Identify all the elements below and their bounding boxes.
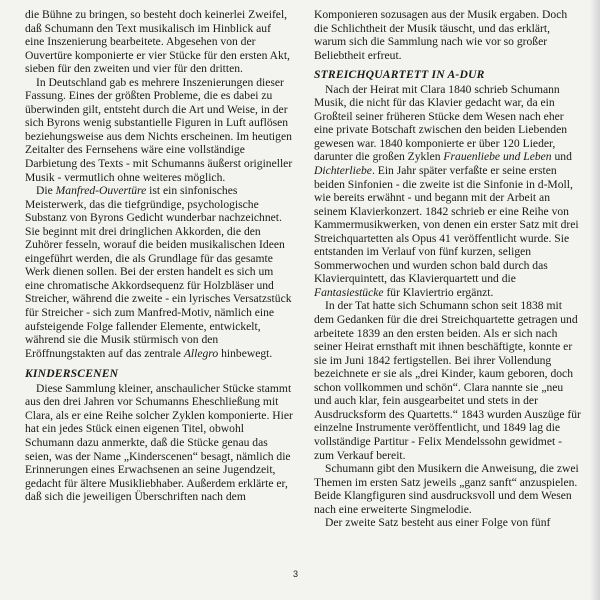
text-run: ist ein sinfonisches Meisterwerk, das die tiefgründige, psychologische Substanz von Byrons Gedicht wunderbar nachzeichnet. Sie beginnt mit drei dringlichen Akkorden, die den Zuhörer fesseln, worauf die beiden musikalischen Ideen eingeführt werden, die als Grundlage für das gesamte Werk dienen sollen. Bei der ersten handelt es sich um eine chromatische Akkordsequenz für Holzbläser und Streicher, während die zweite - ein lyrisches Versatzstück für Streicher - sich zum Manfred-Motiv, nämlich eine aufsteigende Folge fallender Elemente, entwickelt, während sie die Musik stürmisch von den Eröffnungstakten auf das zentrale <box>25 184 292 360</box>
text-run: hinbewegt. <box>218 346 273 360</box>
page-number: 3 <box>293 569 299 579</box>
paragraph: In der Tat hatte sich Schumann schon seit 1838 mit dem Gedanken für die drei Streichquartette getragen und arbeitete 1839 an den ersten beiden. Als er sich nach seiner Heirat ernsthaft mit ihnen beschäftigte, konnte er sie im Juni 1842 fertigstellen. Bei ihrer Vollendung bezeichnete er sie als „drei Kinder, kaum geboren, doch schon vollkommen und schön“. Clara nannte sie „neu und auch klar, fein ausgearbeitet und stets in der Ausdrucksform des Quartetts.“ 1843 wurden Auszüge für einzelne Instrumente veröffentlicht, und 1849 lag die vollständige Partitur - Felix Mendelssohn gewidmet - zum Verkauf bereit. <box>314 299 581 462</box>
paragraph: In Deutschland gab es mehrere Inszenierungen dieser Fassung. Eines der größten Probleme, die es dabei zu überwinden gilt, entsteht durch die Art und Weise, in der sich Byrons wenig substantielle Figuren in Luft auflösen beziehungsweise aus dem Nichts erscheinen. Im heutigen Zeitalter des Fernsehens wäre eine vollständige Darbietung des Texts - mit Schumanns äußerst origineller Musik - vermutlich ohne weiteres möglich. <box>25 75 293 184</box>
paragraph: Diese Sammlung kleiner, anschaulicher Stücke stammt aus den drei Jahren vor Schumanns Eheschließung mit Clara, als er eine Reihe solcher Zyklen komponierte. Hier hat ein jedes Stück einen eigenen Titel, obwohl Schumann dazu anmerkte, daß die Stücke genau das seien, was der Name „Kinderscenen“ besagt, nämlich die Erinnerungen eines Erwachsenen an seine Jugendzeit, gedacht für ältere Musikliebhaber. Außerdem erklärte er, daß sich die jeweiligen Überschriften nach dem <box>25 381 293 504</box>
work-title: Manfred-Ouvertüre <box>55 184 147 198</box>
work-title: Dichterliebe <box>314 164 372 178</box>
text-run: Nach der Heirat mit Clara 1840 schrieb Schumann Musik, die nicht für das Klavier gedacht war, da ein Großteil seiner früheren Stücke dem Wesen nach eher eine private Botschaft zwischen den beiden Liebenden gewesen war. 1840 komponierte er über 120 Lieder, darunter die großen Zyklen <box>314 82 568 164</box>
paragraph: Der zweite Satz besteht aus einer Folge von fünf <box>325 516 551 530</box>
left-column <box>25 8 293 504</box>
tempo-marking: Allegro <box>183 346 219 360</box>
scan-edge-shadow <box>590 0 600 600</box>
text-run: Die <box>36 184 56 198</box>
paragraph-quartet <box>314 83 581 300</box>
paragraph: Komponieren sozusagen aus der Musik ergaben. Doch die Schlichtheit der Musik täuscht, und das erklärt, warum sich die Sammlung nach wie vor so großer Beliebtheit erfreut. <box>314 8 568 62</box>
paragraph: die Bühne zu bringen, so besteht doch keinerlei Zweifel, daß Schumann den Text musikalisch im Hinblick auf eine Inszenierung bearbeitete. Abgesehen von der Ouvertüre komponierte er vier Stücke für den ersten Akt, sieben für den zweiten und vier für den dritten. <box>25 8 290 76</box>
text-run: . Ein Jahr später verfaßte er seine ersten beiden Sinfonien - die zweite ist die Sinfonie in d-Moll, wie bereits erwähnt - und begann mit der Arbeit an seinem Klavierkonzert. 1842 schrieb er eine Reihe von Kammermusikwerken, von denen ein erster Satz mit drei Streichquartetten als Opus 41 veröffentlicht wurde. Sie entstanden im Verlauf von fünf kurzen, seligen Sommerwochen und wurden schon bald durch das Klavierquintett, das Klavierquartett und die <box>314 164 579 286</box>
text-run: und <box>551 150 572 164</box>
paragraph-manfred <box>25 184 293 360</box>
text-run: für Klaviertrio ergänzt. <box>383 285 494 299</box>
section-heading-streichquartett: STREICHQUARTETT IN A-DUR <box>314 68 485 82</box>
work-title: Fantasiestücke <box>314 285 384 299</box>
section-heading-kinderscenen: KINDERSCENEN <box>25 367 119 381</box>
work-title: Frauenliebe und Leben <box>443 150 552 164</box>
right-column <box>314 8 581 530</box>
paragraph: Schumann gibt den Musikern die Anweisung, die zwei Themen im ersten Satz jeweils „ganz sanft“ anzuspielen. Beide Klangfiguren sind ausdrucksvoll und dem Wesen nach eine erweiterte Singmelodie. <box>314 462 579 516</box>
